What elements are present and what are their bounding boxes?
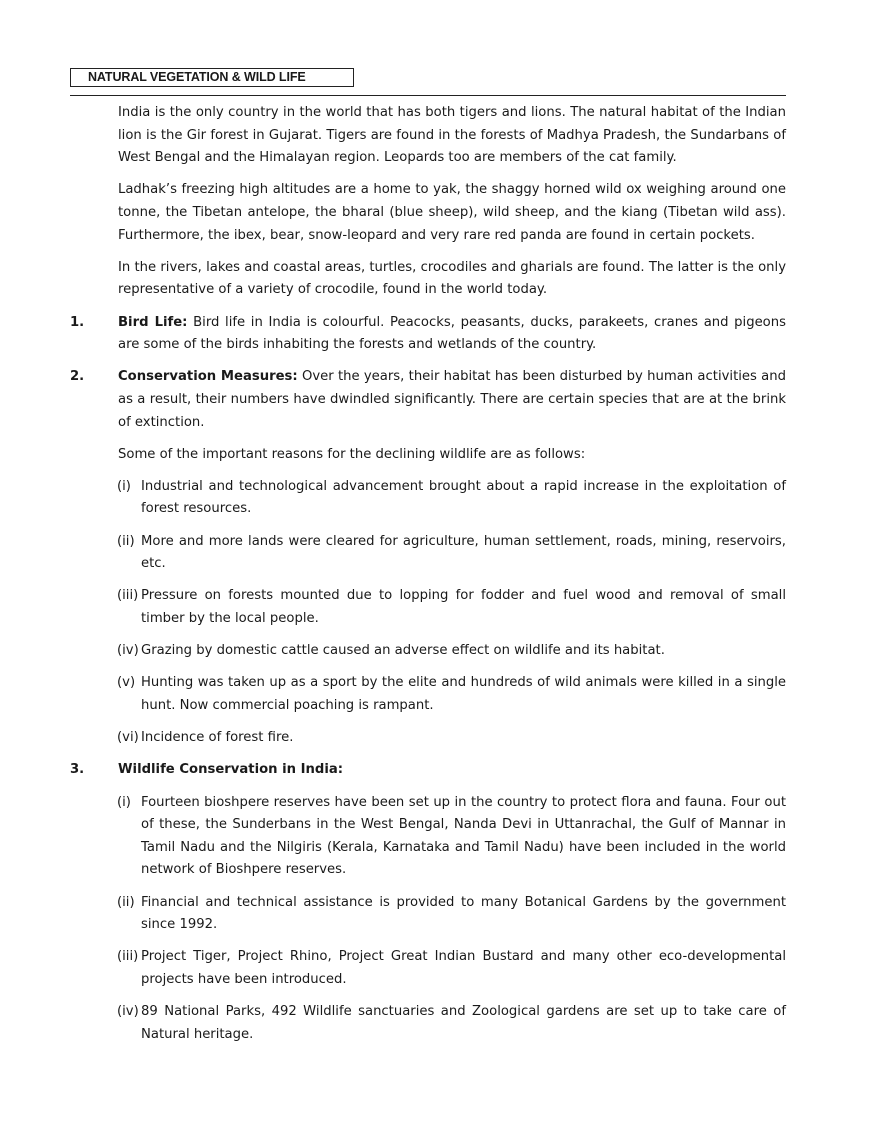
list-item [117,946,786,991]
list-marker: (i) [117,794,131,810]
list-marker: (v) [117,675,136,691]
section-number: 1. [70,314,85,330]
intro-paragraph: India is the only country in the world that has both tigers and lions. The natural habitat of the Indian lion is the Gir forest in Gujarat. Tigers are found in the forests of Madhya Pradesh, the Sundarbans of West Bengal and the Himalayan region. Leopards too are members of the cat family. [118,105,786,166]
list-item [117,476,786,521]
list-item-text: Fourteen bioshpere reserves have been set up in the country to protect flora and fauna. Four out of these, the Sunderbans in the West Bengal, Nanda Devi in Uttanrachal, the Gulf of Mannar in Tamil Nadu and the Nilgiris (Kerala, Karnataka and Tamil Nadu) have been included in the world network of Bioshpere reserves. [141,794,786,878]
list-item-text: Hunting was taken up as a sport by the elite and hundreds of wild animals were killed in a single hunt. Now commercial poaching is rampant. [141,675,786,713]
section-bird-life [70,312,786,357]
list-marker: (ii) [117,894,135,910]
section-number: 3. [70,762,85,778]
list-item [117,531,786,576]
list-marker: (iv) [117,1004,139,1020]
reasons-lead-text: Some of the important reasons for the declining wildlife are as follows: [118,446,586,462]
list-item-text: Industrial and technological advancement brought about a rapid increase in the exploitation of forest resources. [141,478,786,517]
list-item [117,727,786,750]
list-item-text: 89 National Parks, 492 Wildlife sanctuaries and Zoological gardens are set up to take care of Natural heritage. [141,1004,786,1042]
list-item [117,892,786,937]
page-header-title: NATURAL VEGETATION & WILD LIFE [70,68,354,87]
list-marker: (ii) [117,533,135,549]
section-heading: Bird Life: [118,314,188,330]
list-item [117,640,786,663]
list-item [117,792,786,882]
section-number: 2. [70,369,85,385]
header-divider [70,95,786,96]
list-item [117,585,786,630]
list-marker: (iv) [117,643,139,659]
list-item-text: Grazing by domestic cattle caused an adverse effect on wildlife and its habitat. [141,643,665,659]
list-marker: (i) [117,478,131,494]
list-item-text: Pressure on forests mounted due to lopping for fodder and fuel wood and removal of small timber by the local people. [141,588,786,627]
document-body [0,102,880,1056]
section-text: Over the years, their habitat has been disturbed by human activities and as a result, their numbers have dwindled significantly. There are certain species that are at the brink of extinction. [118,369,786,430]
list-item-text: Incidence of forest fire. [141,730,294,746]
section-wildlife-conservation [70,759,786,782]
intro-paragraph: In the rivers, lakes and coastal areas, turtles, crocodiles and gharials are found. The latter is the only representative of a variety of crocodile, found in the world today. [118,259,786,298]
list-item-text: Project Tiger, Project Rhino, Project Great Indian Bustard and many other eco-developmental projects have been introduced. [141,949,786,987]
list-marker: (vi) [117,730,139,746]
list-marker: (iii) [117,949,139,965]
list-item-text: More and more lands were cleared for agriculture, human settlement, roads, mining, reservoirs, etc. [141,533,786,572]
list-item-text: Financial and technical assistance is provided to many Botanical Gardens by the government since 1992. [141,894,786,933]
section-heading: Wildlife Conservation in India: [118,762,344,778]
list-item [117,1001,786,1046]
section-heading: Conservation Measures: [118,369,298,385]
list-marker: (iii) [117,588,139,604]
section-text: Bird life in India is colourful. Peacocks, peasants, ducks, parakeets, cranes and pigeons are some of the birds inhabiting the forests and wetlands of the country. [118,314,786,353]
section-conservation-measures [70,366,786,434]
list-item [117,672,786,717]
intro-paragraph: Ladhak’s freezing high altitudes are a home to yak, the shaggy horned wild ox weighing around one tonne, the Tibetan antelope, the bharal (blue sheep), wild sheep, and the kiang (Tibetan wild ass). Furthermore, the ibex, bear, snow-leopard and very rare red panda are found in certain pockets. [118,182,786,243]
